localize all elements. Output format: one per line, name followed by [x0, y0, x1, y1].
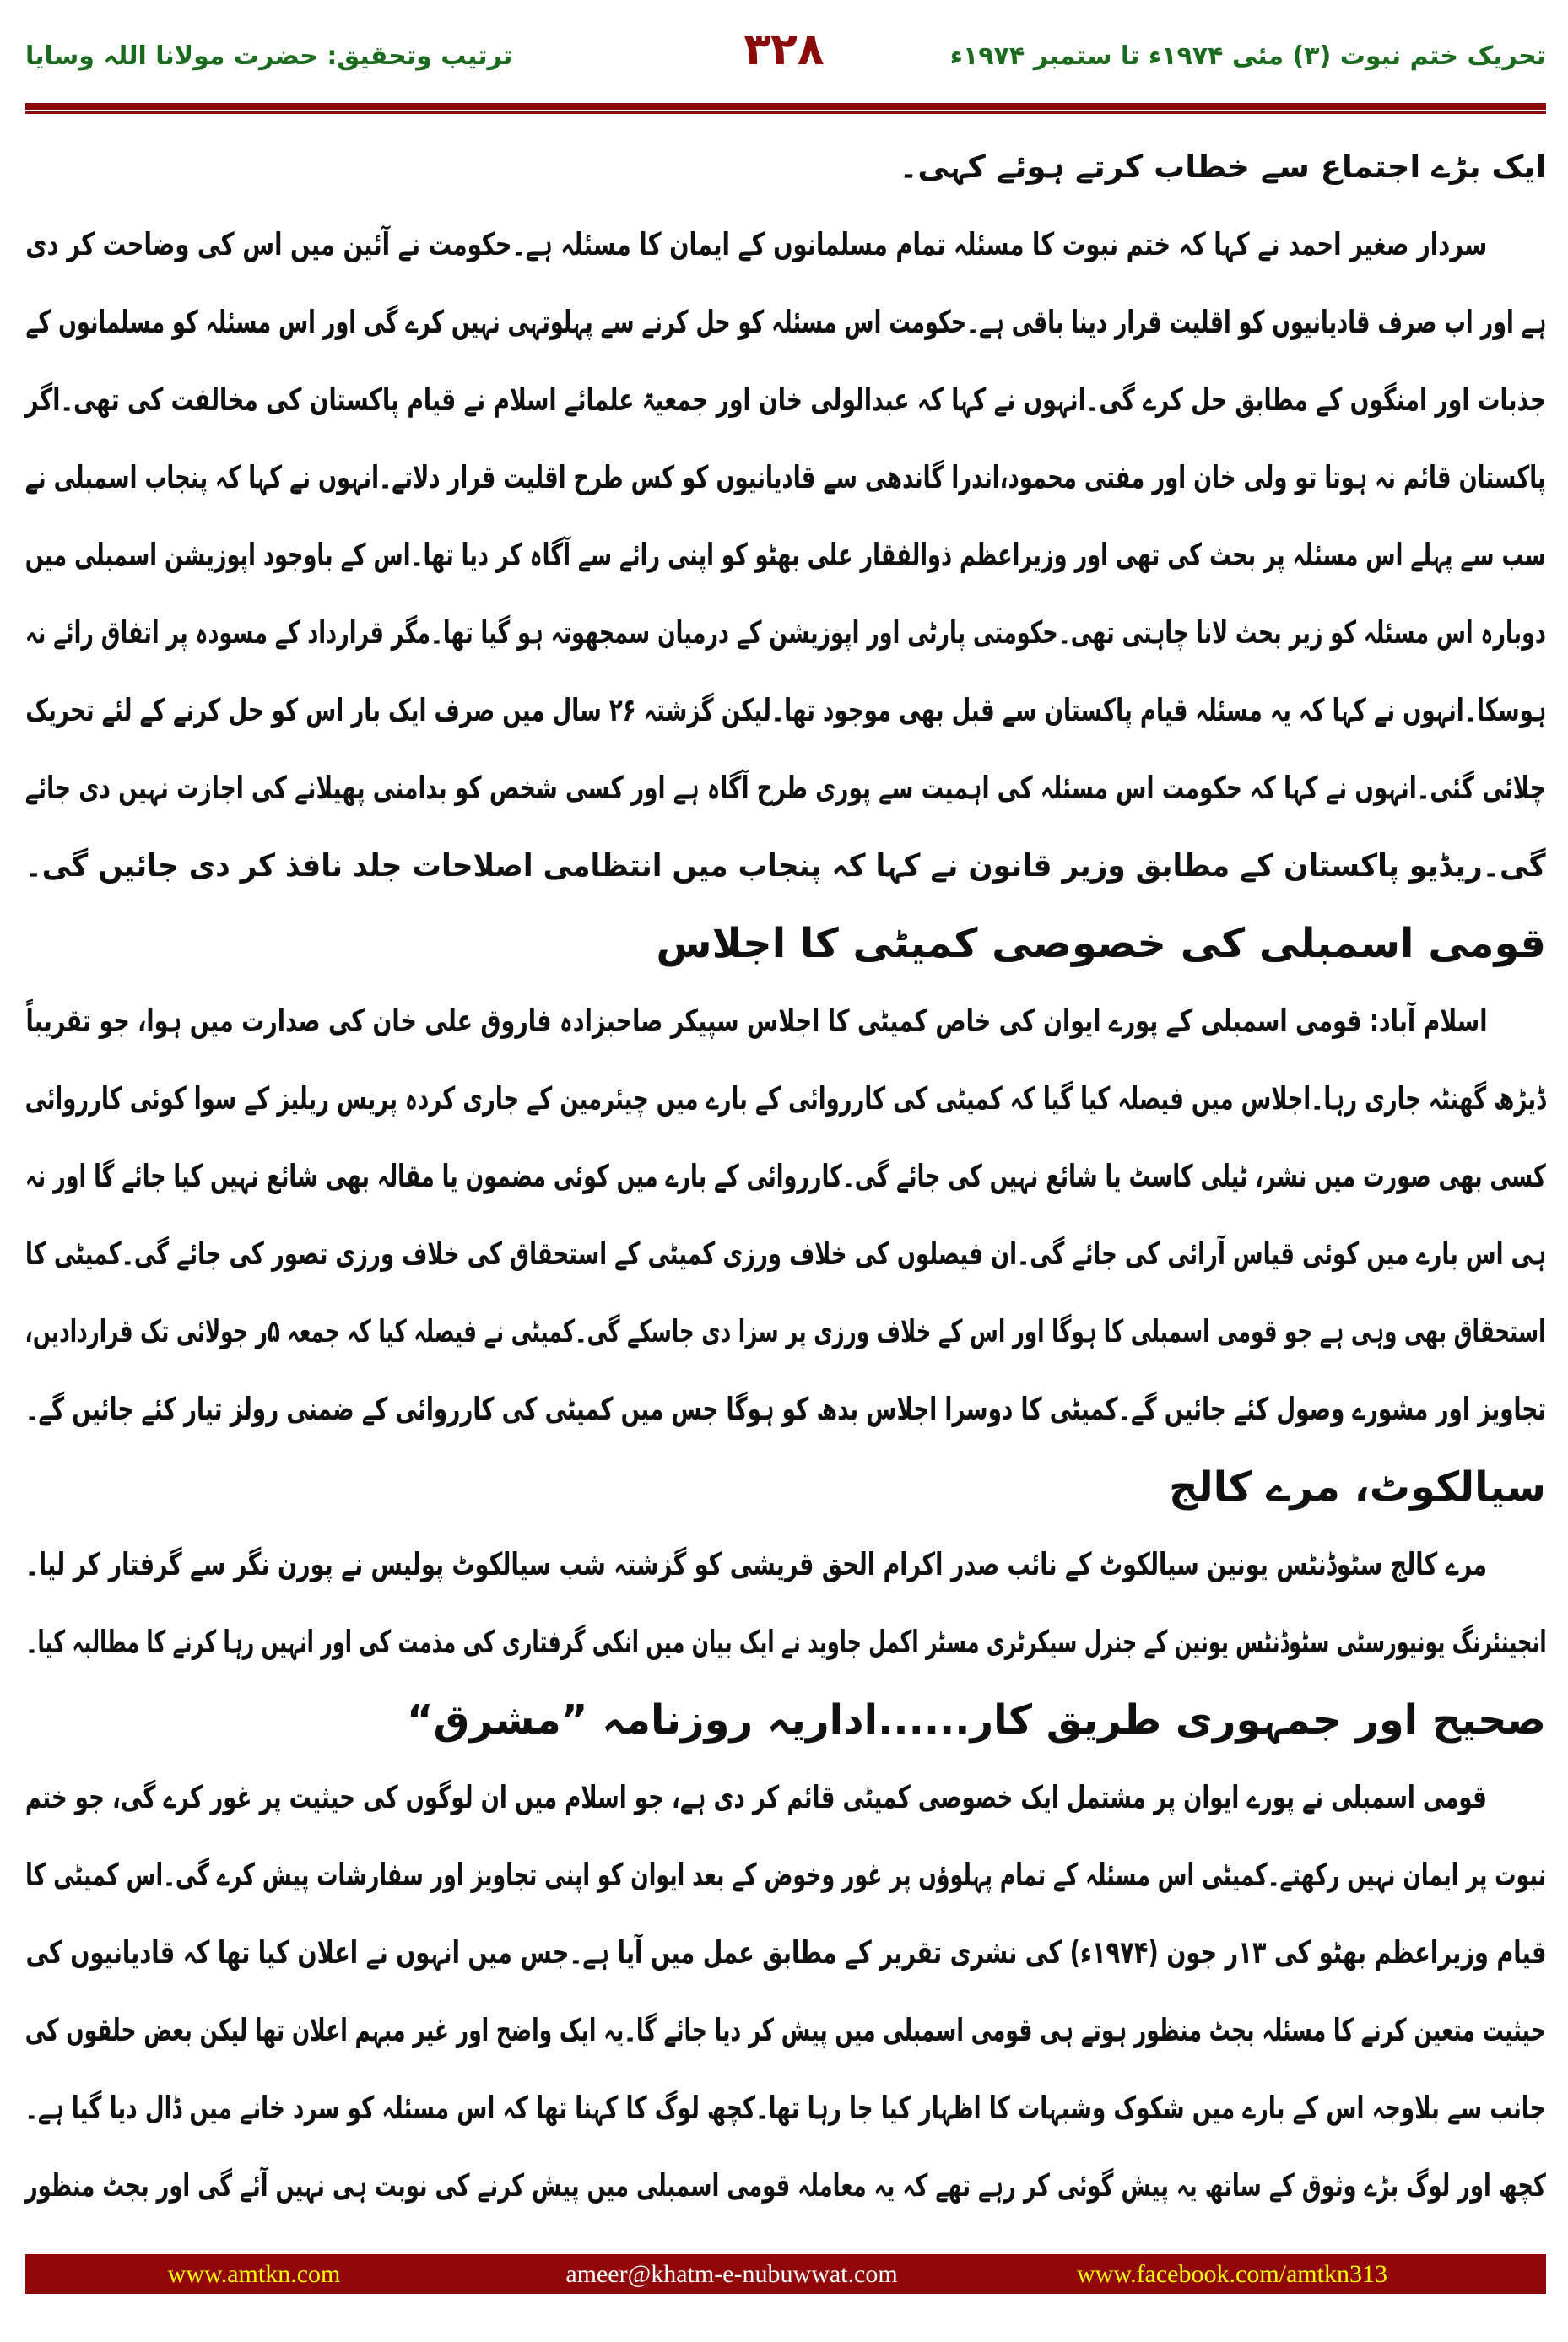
text-line	[25, 1138, 1546, 1215]
text-line-text: مرے کالج سٹوڈنٹس یونین سیالکوٹ کے نائب صدر اکرام الحق قریشی کو گزشتہ شب سیالکوٹ پولیس نے پورن نگر سے گرفتار کر لیا۔	[25, 1546, 1487, 1582]
text-line	[25, 128, 1546, 206]
text-line	[25, 1759, 1546, 1836]
text-line	[25, 672, 1546, 749]
section-heading-text: صحیح اور جمہوری طریق کار......اداریہ روزنامہ ”مشرق“	[406, 1696, 1546, 1744]
page-footer	[25, 2254, 1546, 2294]
text-line	[25, 517, 1546, 594]
text-line	[25, 361, 1546, 439]
text-line-text: سردار صغیر احمد نے کہا کہ ختم نبوت کا مسئلہ تمام مسلمانوں کے ایمان کا مسئلہ ہے۔حکومت نے آئین میں اس کی وضاحت کر دی	[25, 226, 1487, 262]
text-line-text: قیام وزیراعظم بھٹو کی ۱۳ر جون (۱۹۷۴ء) کی نشری تقریر کے مطابق عمل میں آیا ہے۔جس میں انہوں نے اعلان کیا تھا کہ قادیانیوں کی	[25, 1934, 1546, 1971]
text-line-text: چلائی گئی۔انہوں نے کہا کہ حکومت اس مسئلہ کی اہمیت سے پوری طرح آگاہ ہے اور کسی شخص کو بدامنی پھیلانے کی اجازت نہیں دی جائے	[25, 770, 1546, 806]
text-line-text: ہے اور اب صرف قادیانیوں کو اقلیت قرار دینا باقی ہے۔حکومت اس مسئلہ کو حل کرنے سے پہلوتہی نہیں کرے گی اور اس مسئلہ کو مسلمانوں کے	[25, 304, 1546, 340]
compiler-credit: ترتیب وتحقیق: حضرت مولانا اللہ وسایا	[25, 41, 513, 71]
section-heading-text: قومی اسمبلی کی خصوصی کمیٹی کا اجلاس	[656, 920, 1546, 967]
text-line	[25, 1215, 1546, 1293]
text-line-text: ایک بڑے اجتماع سے خطاب کرتے ہوئے کہی۔	[899, 149, 1546, 185]
text-line-text: گی۔ریڈیو پاکستان کے مطابق وزیر قانون نے کہا کہ پنجاب میں انتظامی اصلاحات جلد نافذ کر دی جائیں گی۔	[25, 847, 1546, 884]
text-line-text: جانب سے بلاوجہ اس کے بارے میں شکوک وشبہات کا اظہار کیا جا رہا تھا۔کچھ لوگ کا کہنا تھا کہ اس مسئلہ کو سرد خانے میں ڈال دیا گیا ہے۔	[25, 2090, 1546, 2126]
section-heading	[25, 905, 1546, 982]
text-line-text: دوبارہ اس مسئلہ کو زیر بحث لانا چاہتی تھی۔حکومتی پارٹی اور اپوزیشن کے درمیان سمجھوتہ ہو گیا تھا۔مگر قرارداد کے مسودہ پر اتفاق رائے نہ	[25, 614, 1546, 651]
text-line-text: ہوسکا۔انہوں نے کہا کہ یہ مسئلہ قیام پاکستان سے قبل بھی موجود تھا۔لیکن گزشتہ ۲۶ سال میں صرف ایک بار اس کو حل کرنے کے لئے تحریک	[25, 692, 1546, 728]
text-line	[25, 1604, 1546, 1681]
text-line	[25, 1992, 1546, 2069]
page-number: ۳۲۸	[743, 24, 825, 75]
section-heading	[25, 1681, 1546, 1759]
text-line-text: تجاویز اور مشورے وصول کئے جائیں گے۔کمیٹی کا دوسرا اجلاس بدھ کو ہوگا جس میں کمیٹی کی کارروائی کے ضمنی رولز تیار کئے جائیں گے۔	[25, 1391, 1546, 1427]
text-line-text: انجینئرنگ یونیورسٹی سٹوڈنٹس یونین کے جنرل سیکرٹری مسٹر اکمل جاوید نے ایک بیان میں انکی گرفتاری کی مذمت کی اور انہیں رہا کرنے کا مطالبہ کیا۔	[25, 1624, 1546, 1660]
section-heading	[25, 1448, 1546, 1526]
text-line	[25, 2069, 1546, 2147]
section-heading-text: سیالکوٹ، مرے کالج	[1169, 1463, 1546, 1511]
text-line-text: جذبات اور امنگوں کے مطابق حل کرے گی۔انہوں نے کہا کہ عبدالولی خان اور جمعیۃ علمائے اسلام نے قیام پاکستان کی مخالفت کی تھی۔اگر	[25, 381, 1546, 418]
text-line	[25, 1293, 1546, 1371]
text-line-text: سب سے پہلے اس مسئلہ پر بحث کی تھی اور وزیراعظم ذوالفقار علی بھٹو کو اپنی رائے سے آگاہ کر دیا تھا۔اس کے باوجود اپوزیشن اسمبلی میں	[25, 537, 1546, 573]
text-line	[25, 1371, 1546, 1448]
text-line	[25, 2147, 1546, 2225]
text-line-text: اسلام آباد: قومی اسمبلی کے پورے ایوان کی خاص کمیٹی کا اجلاس سپیکر صاحبزادہ فاروق علی خان کی صدارت میں ہوا، جو تقریباً	[25, 1003, 1487, 1039]
text-line-text: پاکستان قائم نہ ہوتا تو ولی خان اور مفتی محمود،اندرا گاندھی سے قادیانیوں کو کس طرح اقلیت قرار دلاتے۔انہوں نے کہا کہ پنجاب اسمبلی نے	[25, 459, 1546, 495]
text-line	[25, 827, 1546, 905]
facebook-link[interactable]: www.facebook.com/amtkn313	[1077, 2260, 1387, 2288]
text-line	[25, 1836, 1546, 1914]
text-line	[25, 206, 1546, 284]
website-link[interactable]: www.amtkn.com	[167, 2260, 341, 2288]
header-divider-thin	[25, 111, 1546, 114]
text-line-text: کچھ اور لوگ بڑے وثوق کے ساتھ یہ پیش گوئی کر رہے تھے کہ یہ معاملہ قومی اسمبلی میں پیش کرنے کی نوبت ہی نہیں آئے گی اور بجٹ منظور	[25, 2167, 1546, 2204]
text-line	[25, 1526, 1546, 1604]
text-line	[25, 439, 1546, 517]
email-link[interactable]: ameer@khatm-e-nubuwwat.com	[565, 2260, 898, 2288]
text-line-text: استحقاق بھی وہی ہے جو قومی اسمبلی کا ہوگا اور اس کے خلاف ورزی پر سزا دی جاسکے گی۔کمیٹی نے فیصلہ کیا کہ جمعہ ۵ر جولائی تک قراردادیں،	[25, 1313, 1547, 1349]
text-line	[25, 284, 1546, 361]
text-line-text: قومی اسمبلی نے پورے ایوان پر مشتمل ایک خصوصی کمیٹی قائم کر دی ہے، جو اسلام میں ان لوگوں کی حیثیت پر غور کرے گی، جو ختم	[25, 1779, 1487, 1815]
text-line	[25, 749, 1546, 827]
text-line	[25, 1060, 1546, 1138]
header-divider	[25, 103, 1546, 110]
text-line-text: حیثیت متعین کرنے کا مسئلہ بجٹ منظور ہوتے ہی قومی اسمبلی میں پیش کر دیا جائے گا۔یہ ایک واضح اور غیر مبہم اعلان تھا لیکن بعض حلقوں کی	[25, 2012, 1546, 2048]
text-line-text: کسی بھی صورت میں نشر، ٹیلی کاسٹ یا شائع نہیں کی جائے گی۔کارروائی کے بارے میں کوئی مضمون یا مقالہ بھی شائع نہیں کیا جائے گا اور نہ	[25, 1158, 1546, 1194]
book-title: تحریک ختم نبوت (۳) مئی ۱۹۷۴ء تا ستمبر ۱۹۷۴ء	[949, 41, 1546, 71]
text-line	[25, 594, 1546, 672]
text-line	[25, 982, 1546, 1060]
text-line-text: ہی اس بارے میں کوئی قیاس آرائی کی جائے گی۔ان فیصلوں کی خلاف ورزی کمیٹی کے استحقاق کی خلاف ورزی تصور کی جائے گی۔کمیٹی کا	[25, 1236, 1546, 1272]
text-line-text: نبوت پر ایمان نہیں رکھتے۔کمیٹی اس مسئلہ کے تمام پہلوؤں پر غور وخوض کے بعد ایوان کو اپنی تجاویز اور سفارشات پیش کرے گی۔اس کمیٹی کا	[24, 1857, 1546, 1893]
text-line-text: ڈیڑھ گھنٹہ جاری رہا۔اجلاس میں فیصلہ کیا گیا کہ کمیٹی کی کارروائی کے بارے میں چیئرمین کے جاری کردہ پریس ریلیز کے سوا کوئی کارروائی	[25, 1080, 1546, 1117]
text-line	[25, 1914, 1546, 1992]
